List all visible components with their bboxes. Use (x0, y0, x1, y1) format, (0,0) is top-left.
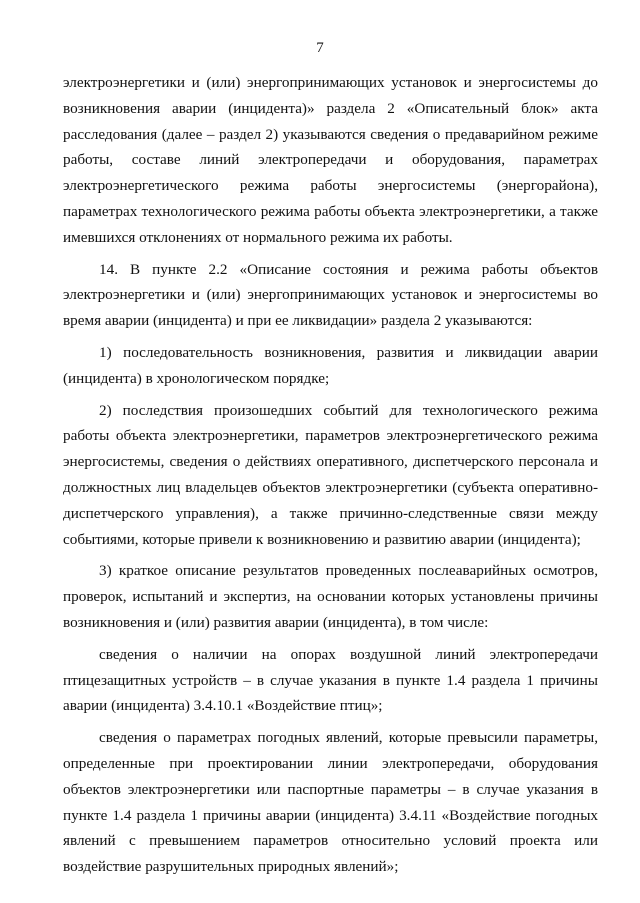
paragraph-item-14: 14. В пункте 2.2 «Описание состояния и режима работы объектов электроэнергетики и (или) энергопринимающих установок и энергосистемы во время аварии (инцидента) и при ее ликвидации» раздела 2 указываются: (63, 260, 598, 330)
page-number: 7 (316, 40, 324, 56)
paragraph-prealarm-regime: электроэнергетики и (или) энергопринимающих установок и энергосистемы до возникновения аварии (инцидента)» раздела 2 «Описательный блок» акта расследования (далее – раздел 2) указываются сведения о предаварийном режиме работы, составе линий электропередачи и оборудования, параметрах электроэнергетического режима работы энергосистемы (энергорайона), параметрах технологического режима работы объекта электроэнергетики, а также имевшихся отклонениях от нормального режима их работы. (63, 74, 598, 246)
list-item-2: 2) последствия произошедших событий для технологического режима работы объекта электроэнергетики, параметров электроэнергетического режима энергосистемы, сведения о действиях оперативного, диспетчерского персонала и должностных лиц владельцев объектов электроэнергетики (субъекта оперативно-диспетчерского управления), а также причинно-следственные связи между событиями, которые привели к возникновению и развитию аварии (инцидента); (63, 401, 598, 548)
paragraph-bird-protection: сведения о наличии на опорах воздушной линий электропередачи птицезащитных устройств – в случае указания в пункте 1.4 раздела 1 причины аварии (инцидента) 3.4.10.1 «Воздействие птиц»; (63, 645, 598, 715)
paragraph-weather-parameters: сведения о параметрах погодных явлений, которые превысили параметры, определенные при проектировании линии электропередачи, оборудования объектов электроэнергетики или паспортные параметры – в случае указания в пункте 1.4 раздела 1 причины аварии (инцидента) 3.4.11 «Воздействие погодных явлений с превышением параметров относительно условий проекта или воздействие разрушительных природных явлений»; (63, 729, 598, 876)
document-body (63, 70, 598, 886)
list-item-3: 3) краткое описание результатов проведенных послеаварийных осмотров, проверок, испытаний и экспертиз, на основании которых установлены причины возникновения и (или) развития аварии (инцидента), в том числе: (63, 562, 598, 631)
list-item-1: 1) последовательность возникновения, развития и ликвидации аварии (инцидента) в хронологическом порядке; (63, 343, 598, 387)
